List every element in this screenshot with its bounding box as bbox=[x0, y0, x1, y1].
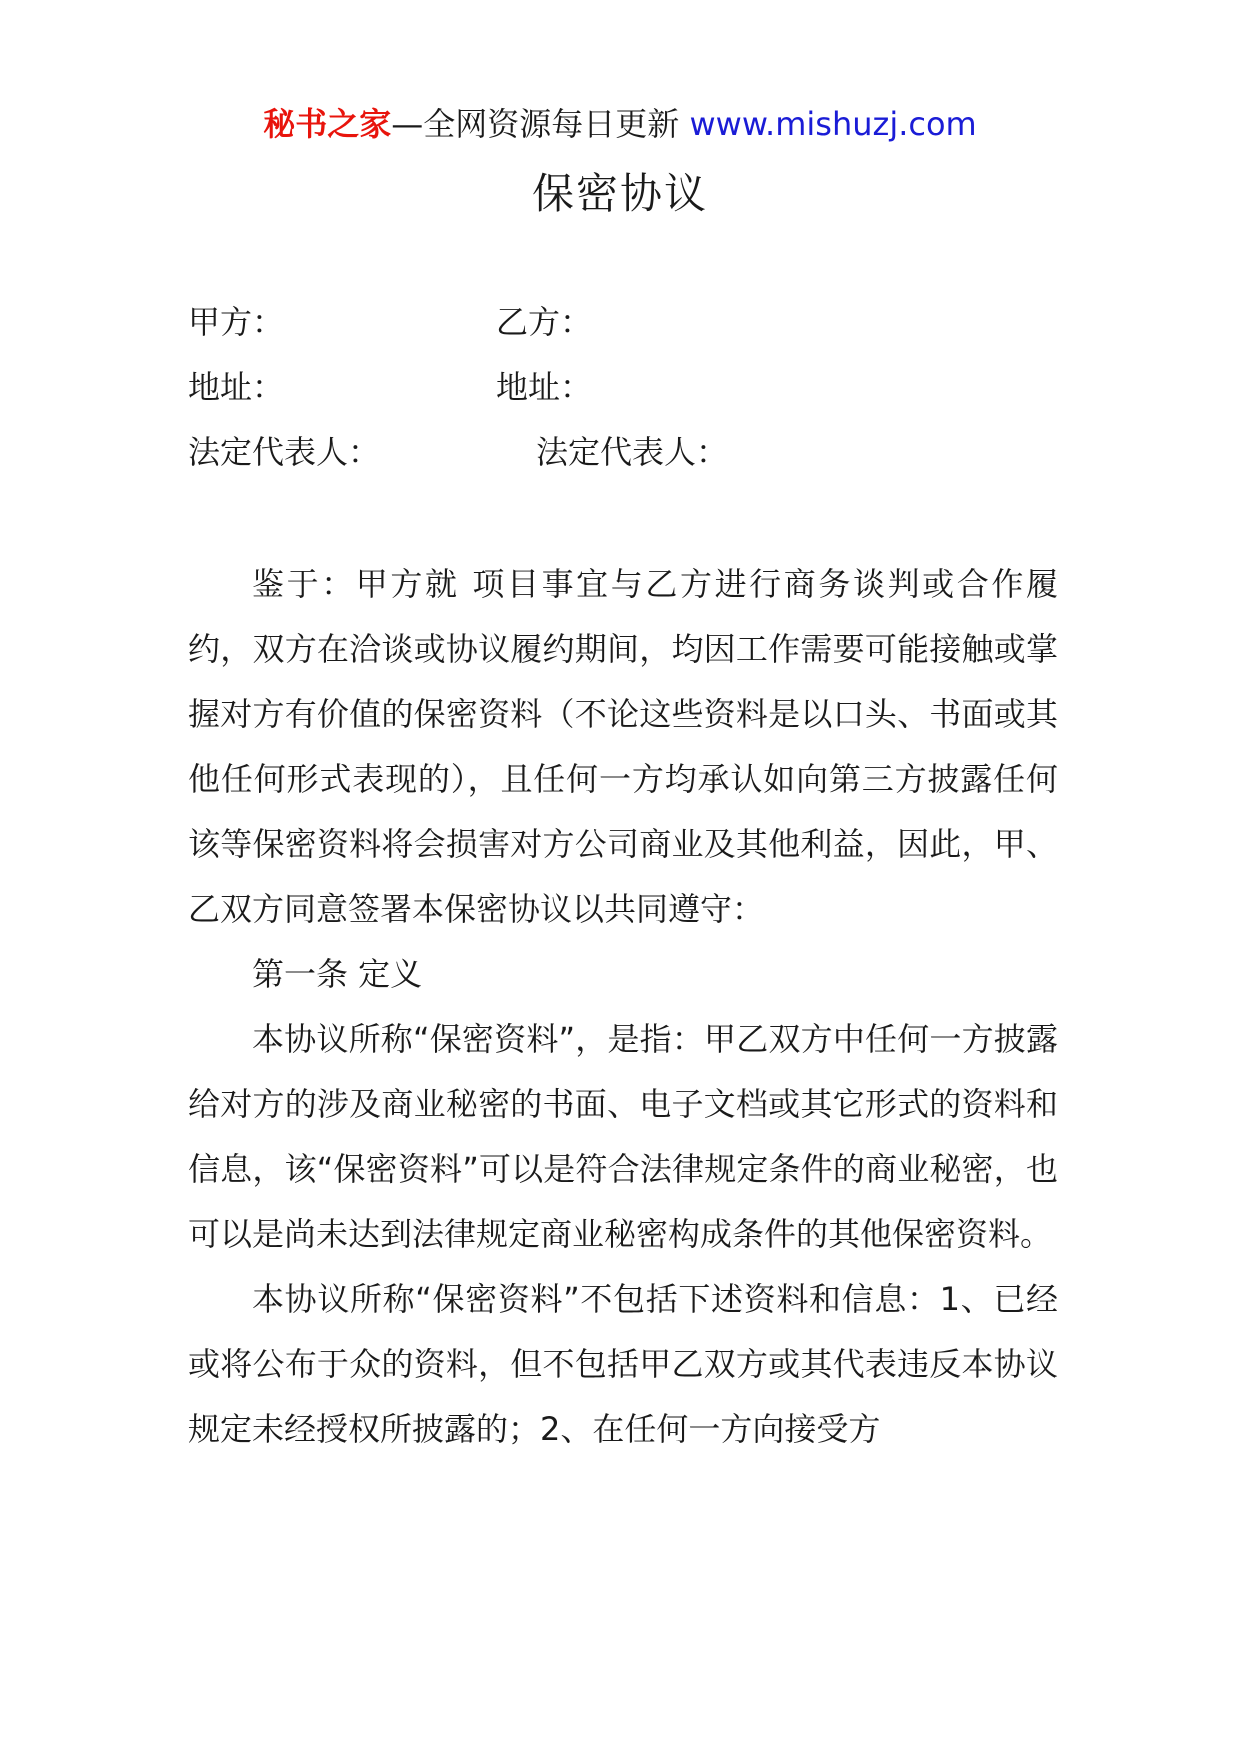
exclusion-paragraph: 本协议所称“保密资料”不包括下述资料和信息：1、已经或将公布于众的资料，但不包括甲乙双方或其代表违反本协议规定未经授权所披露的；2、在任何一方向接受方 bbox=[188, 1280, 1058, 1448]
party-name-row bbox=[188, 290, 1068, 355]
party-b-address-label: 地址： bbox=[496, 368, 593, 406]
document-title: 保密协议 bbox=[531, 169, 708, 218]
article-one-heading: 第一条 定义 bbox=[252, 955, 423, 993]
party-representative-row bbox=[188, 420, 1068, 485]
party-b-representative-label: 法定代表人： bbox=[536, 433, 729, 471]
party-b-name-label: 乙方： bbox=[496, 303, 593, 341]
party-address-row bbox=[188, 355, 1068, 420]
parties-block bbox=[188, 290, 1068, 485]
party-a-name-label: 甲方： bbox=[188, 303, 285, 341]
header-tagline: —全网资源每日更新 bbox=[391, 105, 690, 143]
site-header bbox=[0, 100, 1240, 148]
agreement-body bbox=[188, 552, 1058, 1462]
definition-paragraph: 本协议所称“保密资料”，是指：甲乙双方中任何一方披露给对方的涉及商业秘密的书面、电子文档或其它形式的资料和信息，该“保密资料”可以是符合法律规定条件的商业秘密，也可以是尚未达到法律规定商业秘密构成条件的其他保密资料。 bbox=[188, 1020, 1058, 1253]
party-a-address-label: 地址： bbox=[188, 368, 285, 406]
preamble-paragraph: 鉴于：甲方就 项目事宜与乙方进行商务谈判或合作履约，双方在洽谈或协议履约期间，均因工作需要可能接触或掌握对方有价值的保密资料（不论这些资料是以口头、书面或其他任何形式表现的），且任何一方均承认如向第三方披露任何该等保密资料将会损害对方公司商业及其他利益，因此，甲、乙双方同意签署本保密协议以共同遵守： bbox=[188, 565, 1058, 928]
site-url-link[interactable]: www.mishuzj.com bbox=[689, 105, 977, 143]
party-a-representative-label: 法定代表人： bbox=[188, 433, 381, 471]
brand-name: 秘书之家 bbox=[263, 105, 392, 143]
